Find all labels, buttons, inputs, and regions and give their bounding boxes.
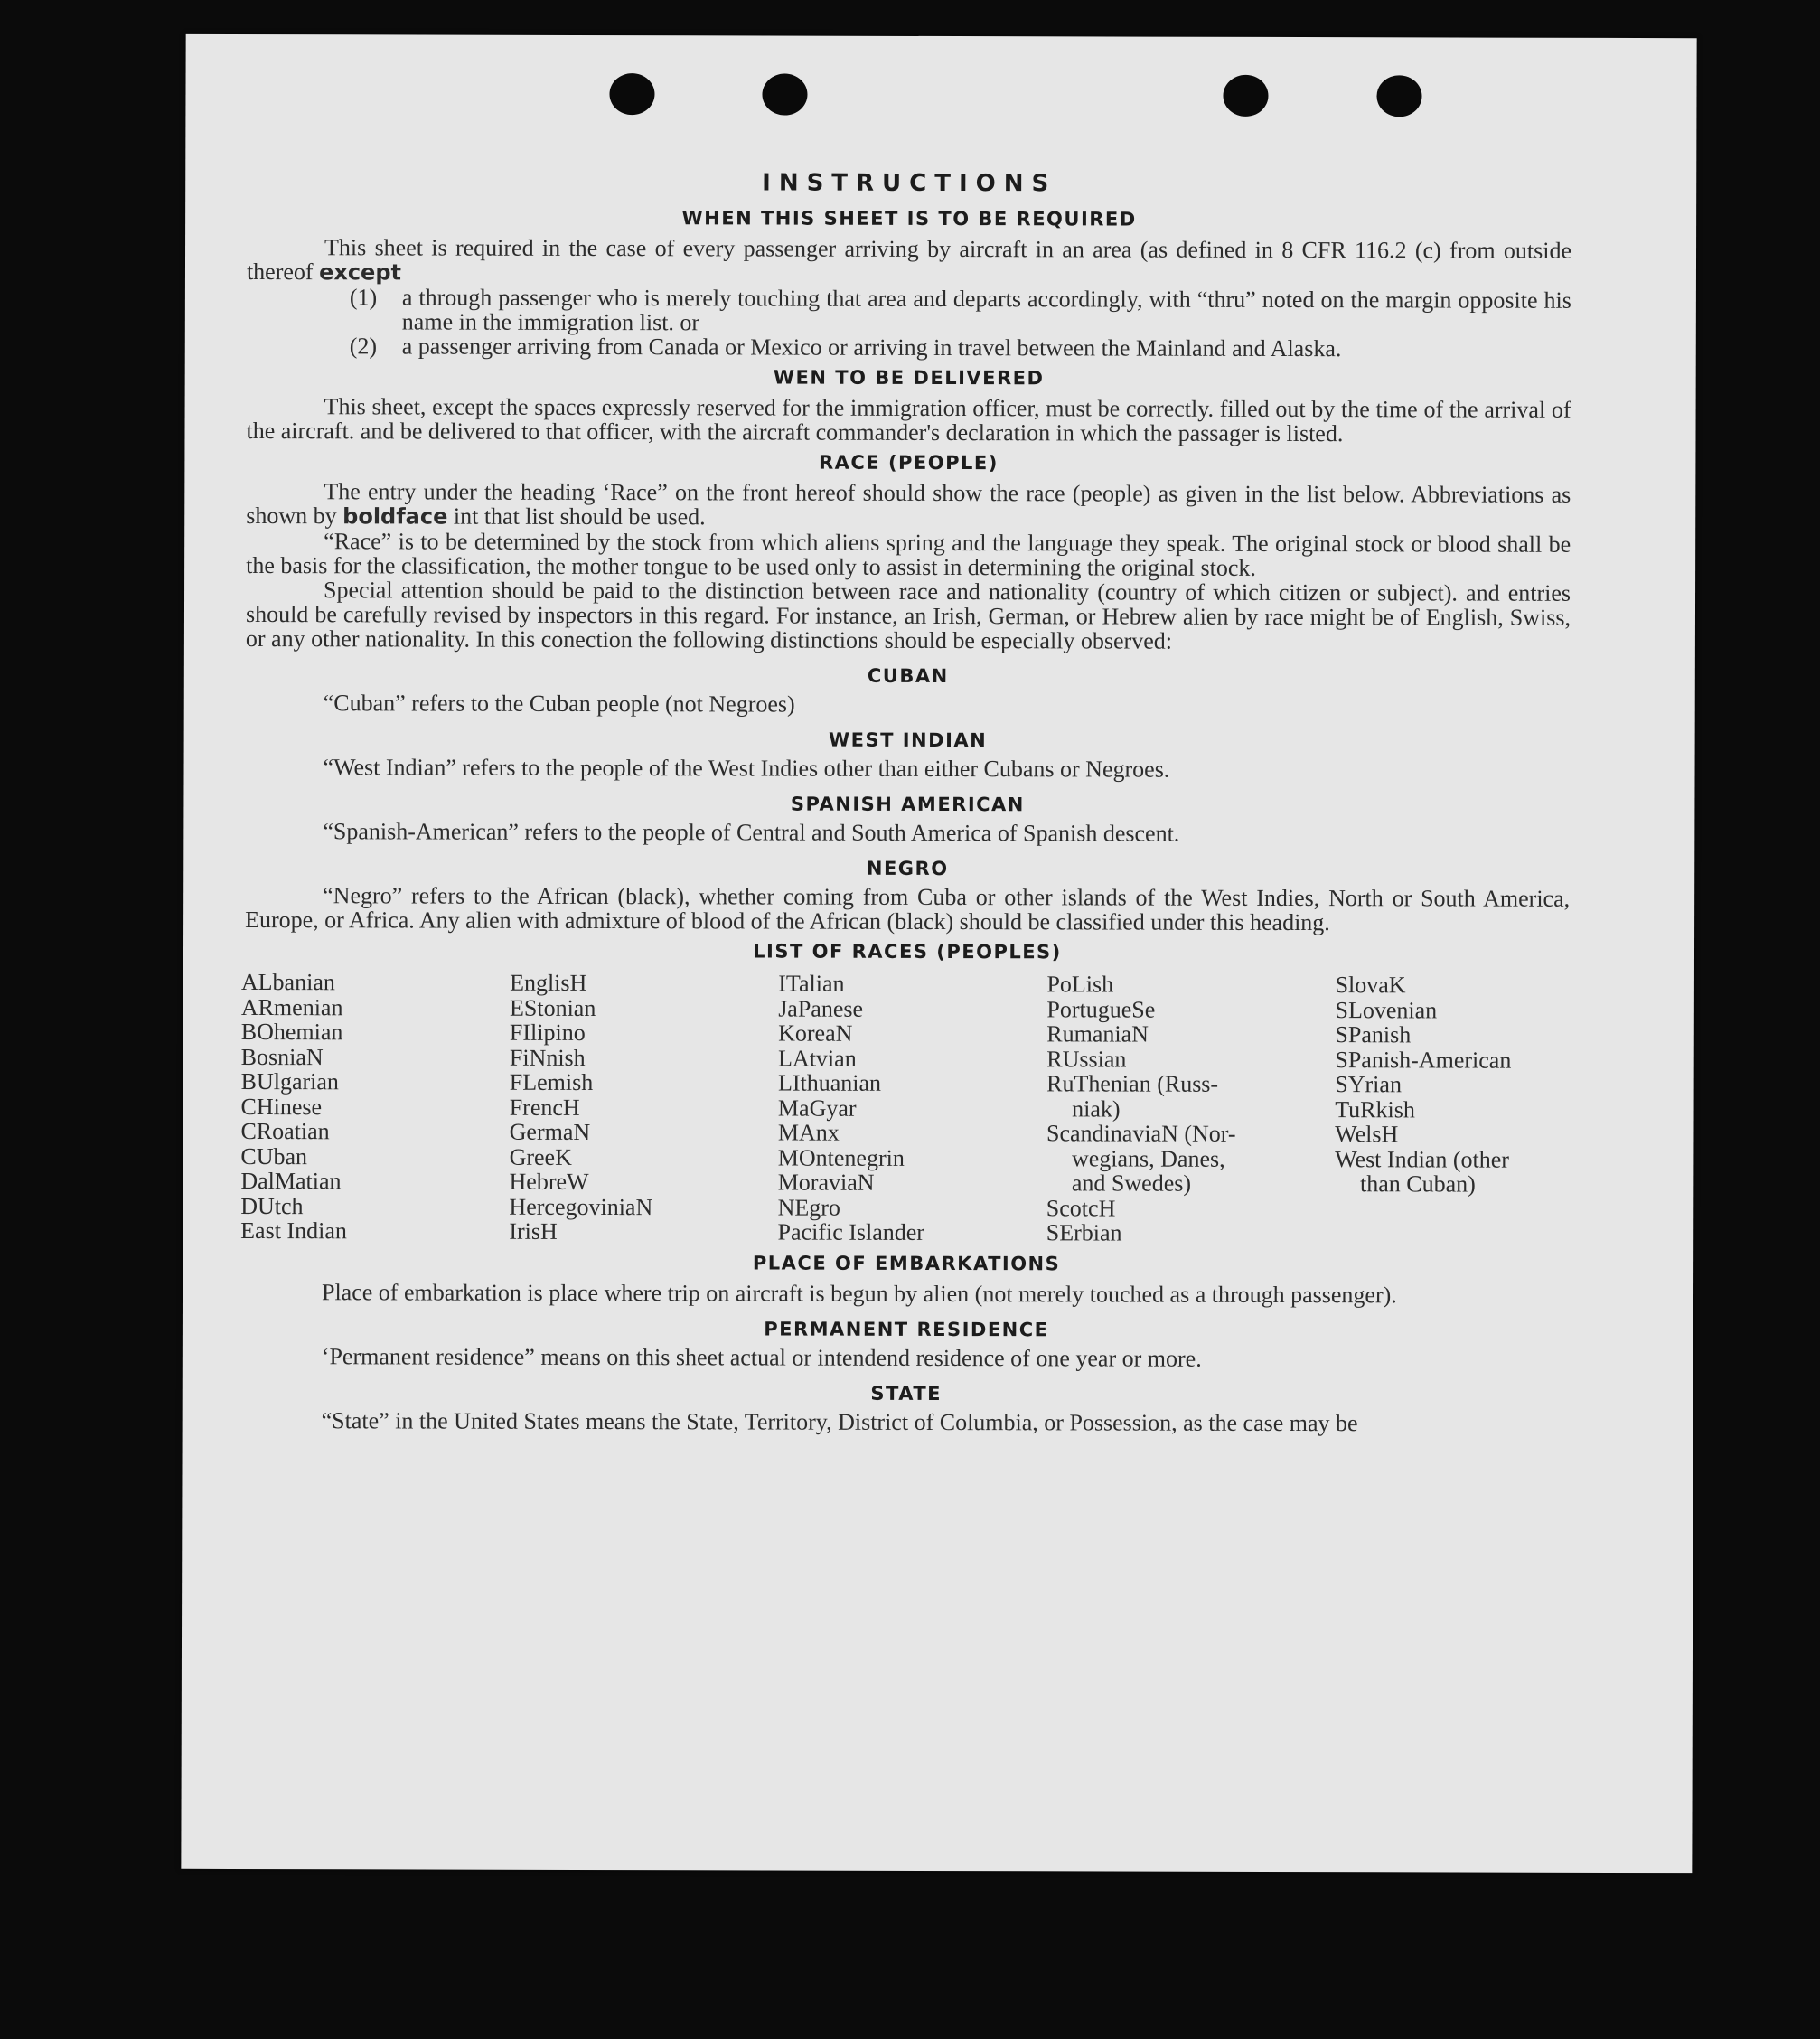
race-item: CRoatian — [240, 1117, 330, 1145]
race-p1-b: int that list should be used. — [453, 503, 706, 531]
races-column — [1335, 973, 1570, 1246]
spanish-american-text: “Spanish-American” refers to the people of Central and South America of Spanish descent. — [323, 818, 1180, 847]
race-item: MAnx — [777, 1119, 840, 1146]
document-content — [240, 168, 1572, 1436]
race-item: NEgro — [777, 1194, 841, 1221]
heading-negro: NEGRO — [866, 857, 949, 880]
races-list — [240, 970, 1570, 1246]
when-delivered-text: This sheet, except the spaces expressly reserved for the immigration officer, must be correctly. filled out by the time of the arrival of the aircraft. and be delivered to that officer, with the aircraft commander's declaration in which the passager is listed. — [246, 393, 1571, 447]
race-item: PoLish — [1046, 971, 1114, 998]
race-paragraph-1 — [246, 479, 1571, 532]
punch-hole — [762, 73, 807, 115]
race-item: BOhemian — [240, 1018, 343, 1046]
race-item: FiNnish — [509, 1044, 586, 1071]
heading-embarkation: PLACE OF EMBARKATIONS — [752, 1251, 1061, 1274]
race-item: CHinese — [240, 1093, 323, 1120]
race-item: EStonian — [509, 994, 596, 1021]
heading-state: STATE — [870, 1382, 943, 1405]
race-item: JaPanese — [778, 995, 864, 1022]
item-text: a through passenger who is merely touching that area and departs accordingly, with “thru” noted on the margin opposite his name in the immigration list. or — [401, 284, 1571, 336]
race-p1-bold: boldface — [342, 503, 448, 530]
race-paragraph-3: Special attention should be paid to the distinction between race and nationality (country of which citizen or subject). and entries should be carefully revised by inspectors in this regard. For instance, an Irish, German, or Hebrew alien by race might be of English, Swiss, or any other nationality. In this conection the following distinctions should be especially observed: — [245, 577, 1571, 654]
race-item: MoraviaN — [777, 1169, 875, 1196]
race-item: SPanish-American — [1335, 1046, 1512, 1074]
race-item: GermaN — [509, 1118, 591, 1145]
race-item: SlovaK — [1335, 972, 1406, 999]
race-item: ALbanian — [240, 968, 335, 996]
race-item: wegians, Danes, — [1071, 1144, 1225, 1172]
race-item: WelsH — [1335, 1121, 1399, 1148]
races-column — [1046, 972, 1336, 1245]
race-item: DalMatian — [240, 1167, 342, 1195]
punch-hole — [1376, 75, 1421, 117]
race-item: HebreW — [509, 1168, 589, 1195]
race-item: RUssian — [1046, 1045, 1127, 1073]
race-item: RuThenian (Russ- — [1046, 1070, 1219, 1097]
race-item: PortugueSe — [1046, 995, 1156, 1023]
race-paragraph-2: “Race” is to be determined by the stock from which aliens spring and the language they speak. The original stock or blood shall be the basis for the classification, the mother tongue to be used only to assist in determining the original stock. — [246, 528, 1571, 581]
residence-text: ‘Permanent residence” means on this sheet actual or intendend residence of one year or more. — [321, 1342, 1202, 1372]
race-item: SPanish — [1335, 1021, 1412, 1048]
intro-text: This sheet is required in the case of every passenger arriving by aircraft in an area (as defined in 8 CFR 116.2 (c) from outside thereof — [246, 234, 1572, 286]
race-item: ITalian — [778, 970, 845, 997]
race-item: GreeK — [509, 1143, 572, 1170]
race-item: BUlgarian — [240, 1067, 339, 1095]
race-item: FIlipino — [509, 1019, 586, 1046]
exception-list — [350, 285, 1571, 362]
heading-list-of-races: LIST OF RACES (PEOPLES) — [753, 940, 1062, 963]
race-item: LIthuanian — [777, 1069, 882, 1096]
west-indian-text: “West Indian” refers to the people of the West Indies other than either Cubans or Negroes. — [323, 754, 1170, 783]
heading-race: RACE (PEOPLE) — [818, 451, 999, 475]
cuban-text: “Cuban” refers to the Cuban people (not Negroes) — [323, 690, 795, 718]
race-item: CUban — [240, 1142, 308, 1170]
race-item: IrisH — [509, 1217, 558, 1245]
race-item: DUtch — [240, 1192, 304, 1219]
races-column — [509, 971, 778, 1245]
race-item: ScotcH — [1046, 1194, 1116, 1222]
race-item: SErbian — [1046, 1219, 1122, 1246]
page-title: INSTRUCTIONS — [762, 169, 1057, 198]
heading-spanish-american: SPANISH AMERICAN — [790, 793, 1025, 816]
punch-hole — [609, 73, 654, 115]
item-text: a passenger arriving from Canada or Mexico or arriving in travel between the Mainland and Alaska. — [401, 333, 1342, 362]
list-item — [350, 285, 1571, 337]
race-item: HercegoviniaN — [509, 1193, 653, 1220]
race-item: MaGyar — [777, 1095, 857, 1122]
race-item: FrencH — [509, 1094, 580, 1121]
race-item: MOntenegrin — [777, 1144, 905, 1171]
embarkation-text: Place of embarkation is place where trip on aircraft is begun by alien (not merely touched as a through passenger). — [321, 1278, 1397, 1308]
race-item: ScandinaviaN (Nor- — [1046, 1120, 1236, 1147]
when-required-intro — [247, 235, 1571, 288]
races-column — [778, 972, 1047, 1245]
heading-when-required: WHEN THIS SHEET IS TO BE REQUIRED — [681, 207, 1137, 230]
heading-when-delivered: WEN TO BE DELIVERED — [773, 366, 1045, 390]
state-text: “State” in the United States means the State, Territory, District of Columbia, or Possession, as the case may be — [321, 1406, 1358, 1436]
race-item: EnglisH — [510, 969, 587, 996]
negro-text: “Negro” refers to the African (black), whether coming from Cuba or other islands of the West Indies, North or South America, Europe, or Africa. Any alien with admixture of blood of the African (black) should be classified under this heading. — [245, 882, 1571, 936]
race-item: BosniaN — [240, 1043, 324, 1070]
race-item: than Cuban) — [1359, 1170, 1476, 1198]
races-column — [240, 970, 510, 1244]
race-item: SLovenian — [1335, 996, 1438, 1023]
race-item: SYrian — [1335, 1071, 1403, 1098]
intro-bold-text: except — [319, 259, 402, 286]
heading-west-indian: WEST INDIAN — [828, 728, 988, 752]
race-item: KoreaN — [778, 1020, 853, 1047]
item-number: (2) — [349, 333, 378, 360]
race-item: FLemish — [509, 1068, 594, 1095]
item-number: (1) — [349, 284, 378, 311]
race-item: Pacific Islander — [777, 1218, 925, 1245]
race-item: and Swedes) — [1071, 1170, 1192, 1197]
race-item: East Indian — [240, 1217, 347, 1245]
race-item: West Indian (other — [1335, 1145, 1509, 1173]
document-sheet — [181, 34, 1696, 1873]
heading-permanent-residence: PERMANENT RESIDENCE — [764, 1317, 1049, 1340]
race-p1-a: The entry under the heading ‘Race” on the front hereof should show the race (people) as given in the list below. Abbreviations as shown by — [246, 478, 1571, 530]
list-item — [350, 334, 1571, 362]
race-item: TuRkish — [1335, 1095, 1415, 1123]
race-item: LAtvian — [778, 1045, 857, 1072]
heading-cuban: CUBAN — [867, 664, 949, 688]
punch-hole — [1223, 75, 1268, 117]
race-item: niak) — [1072, 1095, 1121, 1123]
race-item: RumaniaN — [1046, 1020, 1149, 1048]
race-item: ARmenian — [240, 993, 343, 1020]
